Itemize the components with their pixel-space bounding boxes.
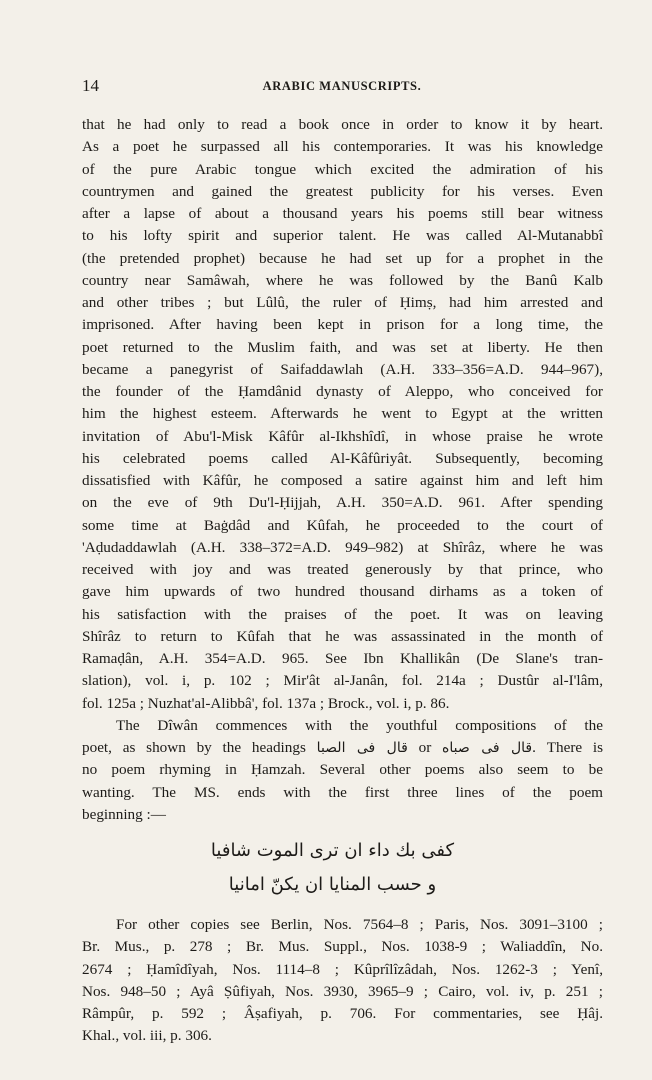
text-line: Br. Mus., p. 278 ; Br. Mus. Suppl., Nos. 1038-9 ; Waliaddîn, No. — [82, 938, 603, 956]
text-line: Khal., vol. iii, p. 306. — [82, 1027, 212, 1045]
text-line: Râmpûr, p. 592 ; Âṣafiyah, p. 706. For commentaries, see Ḥâj. — [82, 1005, 603, 1022]
text-line: Shîrâz to return to Kûfah that he was assassinated in the month of — [82, 627, 603, 645]
verse-line: و حسب المنايا ان يكنّ امانيا — [228, 874, 437, 895]
text-line: As a poet he surpassed all his contemporaries. It was his knowledge — [82, 138, 603, 156]
text-line: Ramaḍân, A.H. 354=A.D. 965. See Ibn Khallikân (De Slane's tran- — [82, 650, 603, 667]
text-line: to his lofty spirit and superior talent. He was called Al-Mutanabbî — [82, 227, 603, 245]
text-line: dissatisfied with Kâfûr, he composed a satire against him and left him — [82, 472, 603, 489]
text-line: For other copies see Berlin, Nos. 7564–8 ; Paris, Nos. 3091–3100 ; — [116, 916, 603, 933]
text-line: that he had only to read a book once in order to know it by heart. — [82, 116, 603, 133]
text-fragment: . There is — [532, 739, 604, 756]
paragraph-copies — [82, 914, 603, 1048]
text-line: him the highest esteem. Afterwards he went to Egypt at the written — [82, 405, 603, 423]
text-line: of the pure Arabic tongue which excited the admiration of his — [82, 160, 603, 178]
arabic-heading: قال فى الصبا — [316, 740, 408, 756]
text-line: his celebrated poems called Al-Kâfûriyât. Subsequently, becoming — [82, 449, 603, 467]
body-text — [82, 114, 603, 1048]
text-line: The Dîwân commences with the youthful compositions of the — [116, 716, 603, 734]
text-line: (the pretended prophet) because he had set up for a prophet in the — [82, 249, 603, 267]
text-line: 'Aḍudaddawlah (A.H. 338–372=A.D. 949–982) at Shîrâz, where he was — [82, 538, 603, 556]
text-fragment: or — [418, 739, 432, 756]
text-line: became a panegyrist of Saifaddawlah (A.H. 333–356=A.D. 944–967), — [82, 360, 603, 378]
arabic-heading: قال فى صباه — [442, 740, 533, 756]
text-line: beginning :— — [82, 805, 166, 823]
text-line: some time at Baġdâd and Kûfah, he proceeded to the court of — [82, 516, 603, 534]
text-line: no poem rhyming in Ḥamzah. Several other poems also seem to be — [82, 761, 603, 779]
text-line: Nos. 948–50 ; Ayâ Ṣûfiyah, Nos. 3930, 3965–9 ; Cairo, vol. iv, p. 251 ; — [82, 982, 603, 1000]
page-number: 14 — [82, 76, 99, 95]
arabic-verse — [82, 834, 603, 902]
text-line: his satisfaction with the praises of the poet. It was on leaving — [82, 605, 603, 623]
text-line: on the eve of 9th Du'l-Ḥijjah, A.H. 350=A.D. 961. After spending — [82, 494, 603, 512]
text-line: invitation of Abu'l-Misk Kâfûr al-Ikhshîdî, in whose praise he wrote — [82, 427, 603, 445]
text-fragment: poet, as shown by the headings — [82, 739, 306, 756]
paragraph-diwan-rest — [82, 759, 603, 826]
text-line: received with joy and was treated generously by that prince, who — [82, 561, 603, 578]
header-title: ARABIC MANUSCRIPTS. — [262, 79, 422, 93]
text-line: poet returned to the Muslim faith, and was set at liberty. He then — [82, 338, 603, 356]
text-line: imprisoned. After having been kept in prison for a long time, the — [82, 316, 603, 334]
text-line: and other tribes ; but Lûlû, the ruler of Ḥimṣ, had him arrested and — [82, 294, 603, 311]
text-line: slation), vol. i, p. 102 ; Mir'ât al-Janân, fol. 214a ; Dustûr al-I'lâm, — [82, 672, 603, 690]
paragraph-diwan — [82, 715, 603, 826]
text-line: fol. 125a ; Nuzhat'al-Alibbâ', fol. 137a ; Brock., vol. i, p. 86. — [82, 694, 450, 712]
running-head — [82, 76, 602, 98]
text-line: after a lapse of about a thousand years his poems still bear witness — [82, 205, 603, 222]
text-line: wanting. The MS. ends with the first three lines of the poem — [82, 783, 603, 801]
text-line: gave him upwards of two hundred thousand dirhams as a token of — [82, 583, 603, 601]
text-line: country near Samâwah, where he was followed by the Banû Kalb — [82, 271, 603, 289]
text-line: countrymen and gained the greatest publicity for his verses. Even — [82, 182, 603, 200]
text-line: the founder of the Ḥamdânid dynasty of Aleppo, who conceived for — [82, 383, 603, 400]
text-line-with-arabic — [82, 737, 603, 759]
paragraph-biography — [82, 114, 603, 715]
text-line: 2674 ; Ḥamîdîyah, Nos. 1114–8 ; Kûprîlîzâdah, Nos. 1262-3 ; Yenî, — [82, 960, 603, 978]
verse-line: كفى بك داء ان ترى الموت شافيا — [210, 840, 455, 861]
